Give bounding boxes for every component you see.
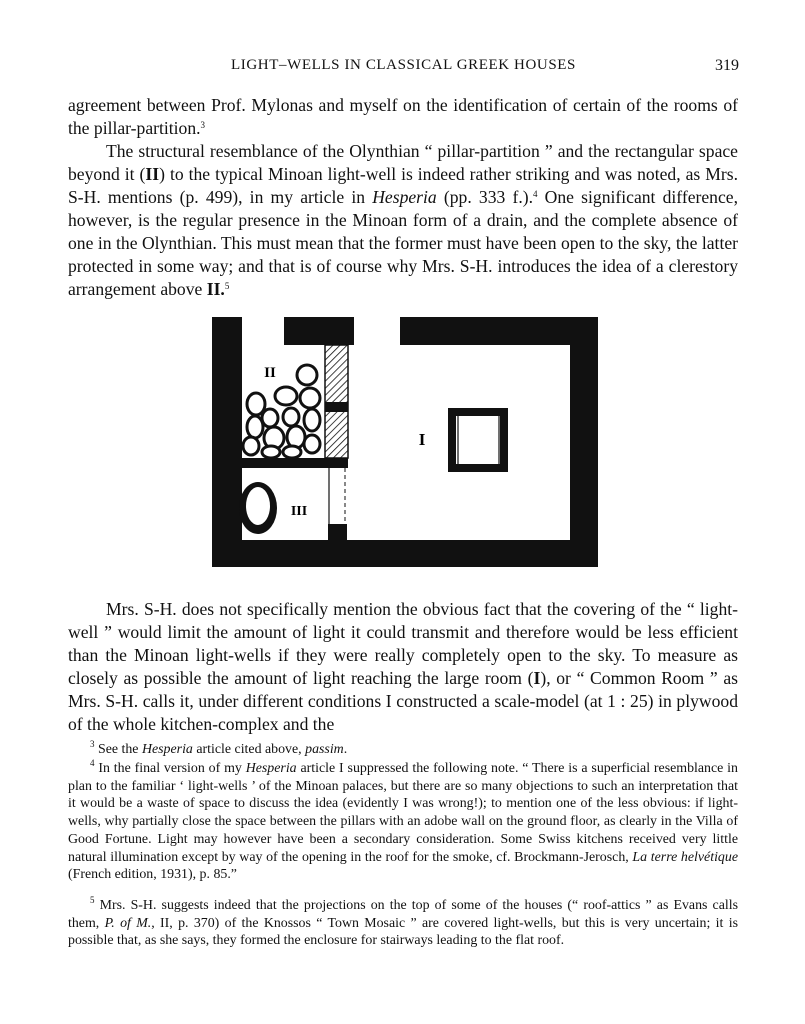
hearth-feature <box>448 408 508 472</box>
footnote-3-passim: passim <box>305 742 344 757</box>
footnote-3 <box>68 741 738 759</box>
footnote-ref-3: 3 <box>200 120 206 130</box>
page-number: 319 <box>715 57 739 74</box>
footnote-4 <box>68 760 738 884</box>
footnote-3-hesperia: Hesperia <box>141 742 193 757</box>
footnote-4-book-title: La terre helvétique <box>632 849 738 865</box>
room-label-II: II <box>264 365 276 381</box>
plan-drawing <box>208 314 602 570</box>
journal-title-hesperia: Hesperia <box>372 187 437 207</box>
paragraph-1 <box>68 94 738 140</box>
footnote-ref-4: 4 <box>533 189 538 199</box>
wall-east <box>570 317 598 567</box>
footnote-ref-5: 5 <box>224 281 230 291</box>
paragraph-3-text-a: Mrs. S-H. does not specifically mention the obvious fact that the covering of the “ light-well ” would limit the amount of light it could transmit and therefore would be less efficient than the Minoan light-wells if they were really completely open to the sky. To measure as closely as possible the amount of light reaching the large room ( <box>68 599 738 688</box>
pillar-partition-hatched <box>325 345 348 458</box>
room-label-I: I <box>418 430 426 449</box>
basin <box>239 482 277 534</box>
footnote-mark-4: 4 <box>90 758 95 768</box>
pillar-base <box>325 402 348 412</box>
footnote-4-text-e: (French edition, 1931), p. 85.” <box>68 867 237 883</box>
footnote-5 <box>68 897 738 950</box>
footnote-3-text-a: See the <box>94 742 142 757</box>
pillar-south <box>328 524 347 540</box>
room-label-III: III <box>290 504 308 519</box>
footnote-mark-3: 3 <box>90 739 95 749</box>
wall-north-east <box>400 317 598 345</box>
footnote-mark-5: 5 <box>90 895 95 905</box>
kitchen-complex-plan <box>208 314 602 570</box>
running-header <box>68 57 739 81</box>
footnote-4-hesperia: Hesperia <box>245 761 297 776</box>
paragraph-1-text: agreement between Prof. Mylonas and myself on the identification of certain of the rooms of the pillar-partition. <box>68 95 738 138</box>
footnote-3-text-e: . <box>343 742 348 757</box>
paragraph-3-text-c: ), or “ Common Room ” as Mrs. S-H. calls it, under different conditions I constructed a scale-model (at 1 : 25) in plywood of the whole kitchen-complex and the <box>68 668 738 734</box>
room-ref-II-end: II. <box>206 279 225 299</box>
paragraph-3 <box>68 598 738 736</box>
partition-wall-horizontal <box>242 458 348 468</box>
paragraph-2-text-e: (pp. 333 f.). <box>436 187 533 207</box>
footnote-3-text-c: article cited above, <box>192 742 306 757</box>
footnote-4-text-a: In the final version of my <box>94 761 246 776</box>
wall-north-middle <box>284 317 354 345</box>
footnote-4-text-c: article I suppressed the following note. “ There is a superficial resemblance in plan to the familiar ‘ light-wells ’ of the Minoan palaces, but there are so many objections to such an interpretation that it would be a waste of space to discuss the idea (evidently I was wrong!); to mention one of the less obvious: if light-wells, why partially close the space between the pillars with an adobe wall on the ground floor, as clearly in the Villa of Good Fortune. Light may however have been a secondary consideration. Some Swiss kitchens received very little natural illumination except by way of the opening in the roof for the smoke, cf. Brockmann-Jerosch, <box>68 761 738 865</box>
wall-south <box>212 540 598 567</box>
room-ref-II: II <box>145 164 160 184</box>
wall-north-west <box>212 317 242 345</box>
footnote-5-abbrev: P. of M. <box>104 915 152 931</box>
room-ref-I: I <box>533 668 541 688</box>
paragraph-2 <box>68 140 738 301</box>
wall-west <box>212 317 242 567</box>
paving-stones <box>243 365 320 458</box>
running-title: LIGHT–WELLS IN CLASSICAL GREEK HOUSES <box>231 57 576 73</box>
footnote-5-text-a: Mrs. S-H. suggests indeed that the projections on the top of some of the houses (“ roof-attics ” as Evans calls them, <box>68 898 738 931</box>
paragraph-2-text-f: One significant difference, however, is the regular presence in the Minoan form of a drain, and the complete absence of one in the Olynthian. This must mean that the former must have been open to the sky, the latter protected in some way; and that is of course why Mrs. S-H. introduces the idea of a clerestory arrangement above <box>68 187 738 299</box>
footnote-5-text-c: , II, p. 370) of the Knossos “ Town Mosaic ” are covered light-wells, but this is very uncertain; it is possible that, as she says, they formed the enclosure for stairways leading to the flat roof. <box>68 915 738 949</box>
paragraph-2-text-c: ) to the typical Minoan light-well is indeed rather striking and was noted, as Mrs. S-H. mentions (p. 499), in my article in <box>68 164 738 207</box>
paragraph-2-text-a: The structural resemblance of the Olynthian “ pillar-partition ” and the rectangular space beyond it ( <box>68 141 738 184</box>
